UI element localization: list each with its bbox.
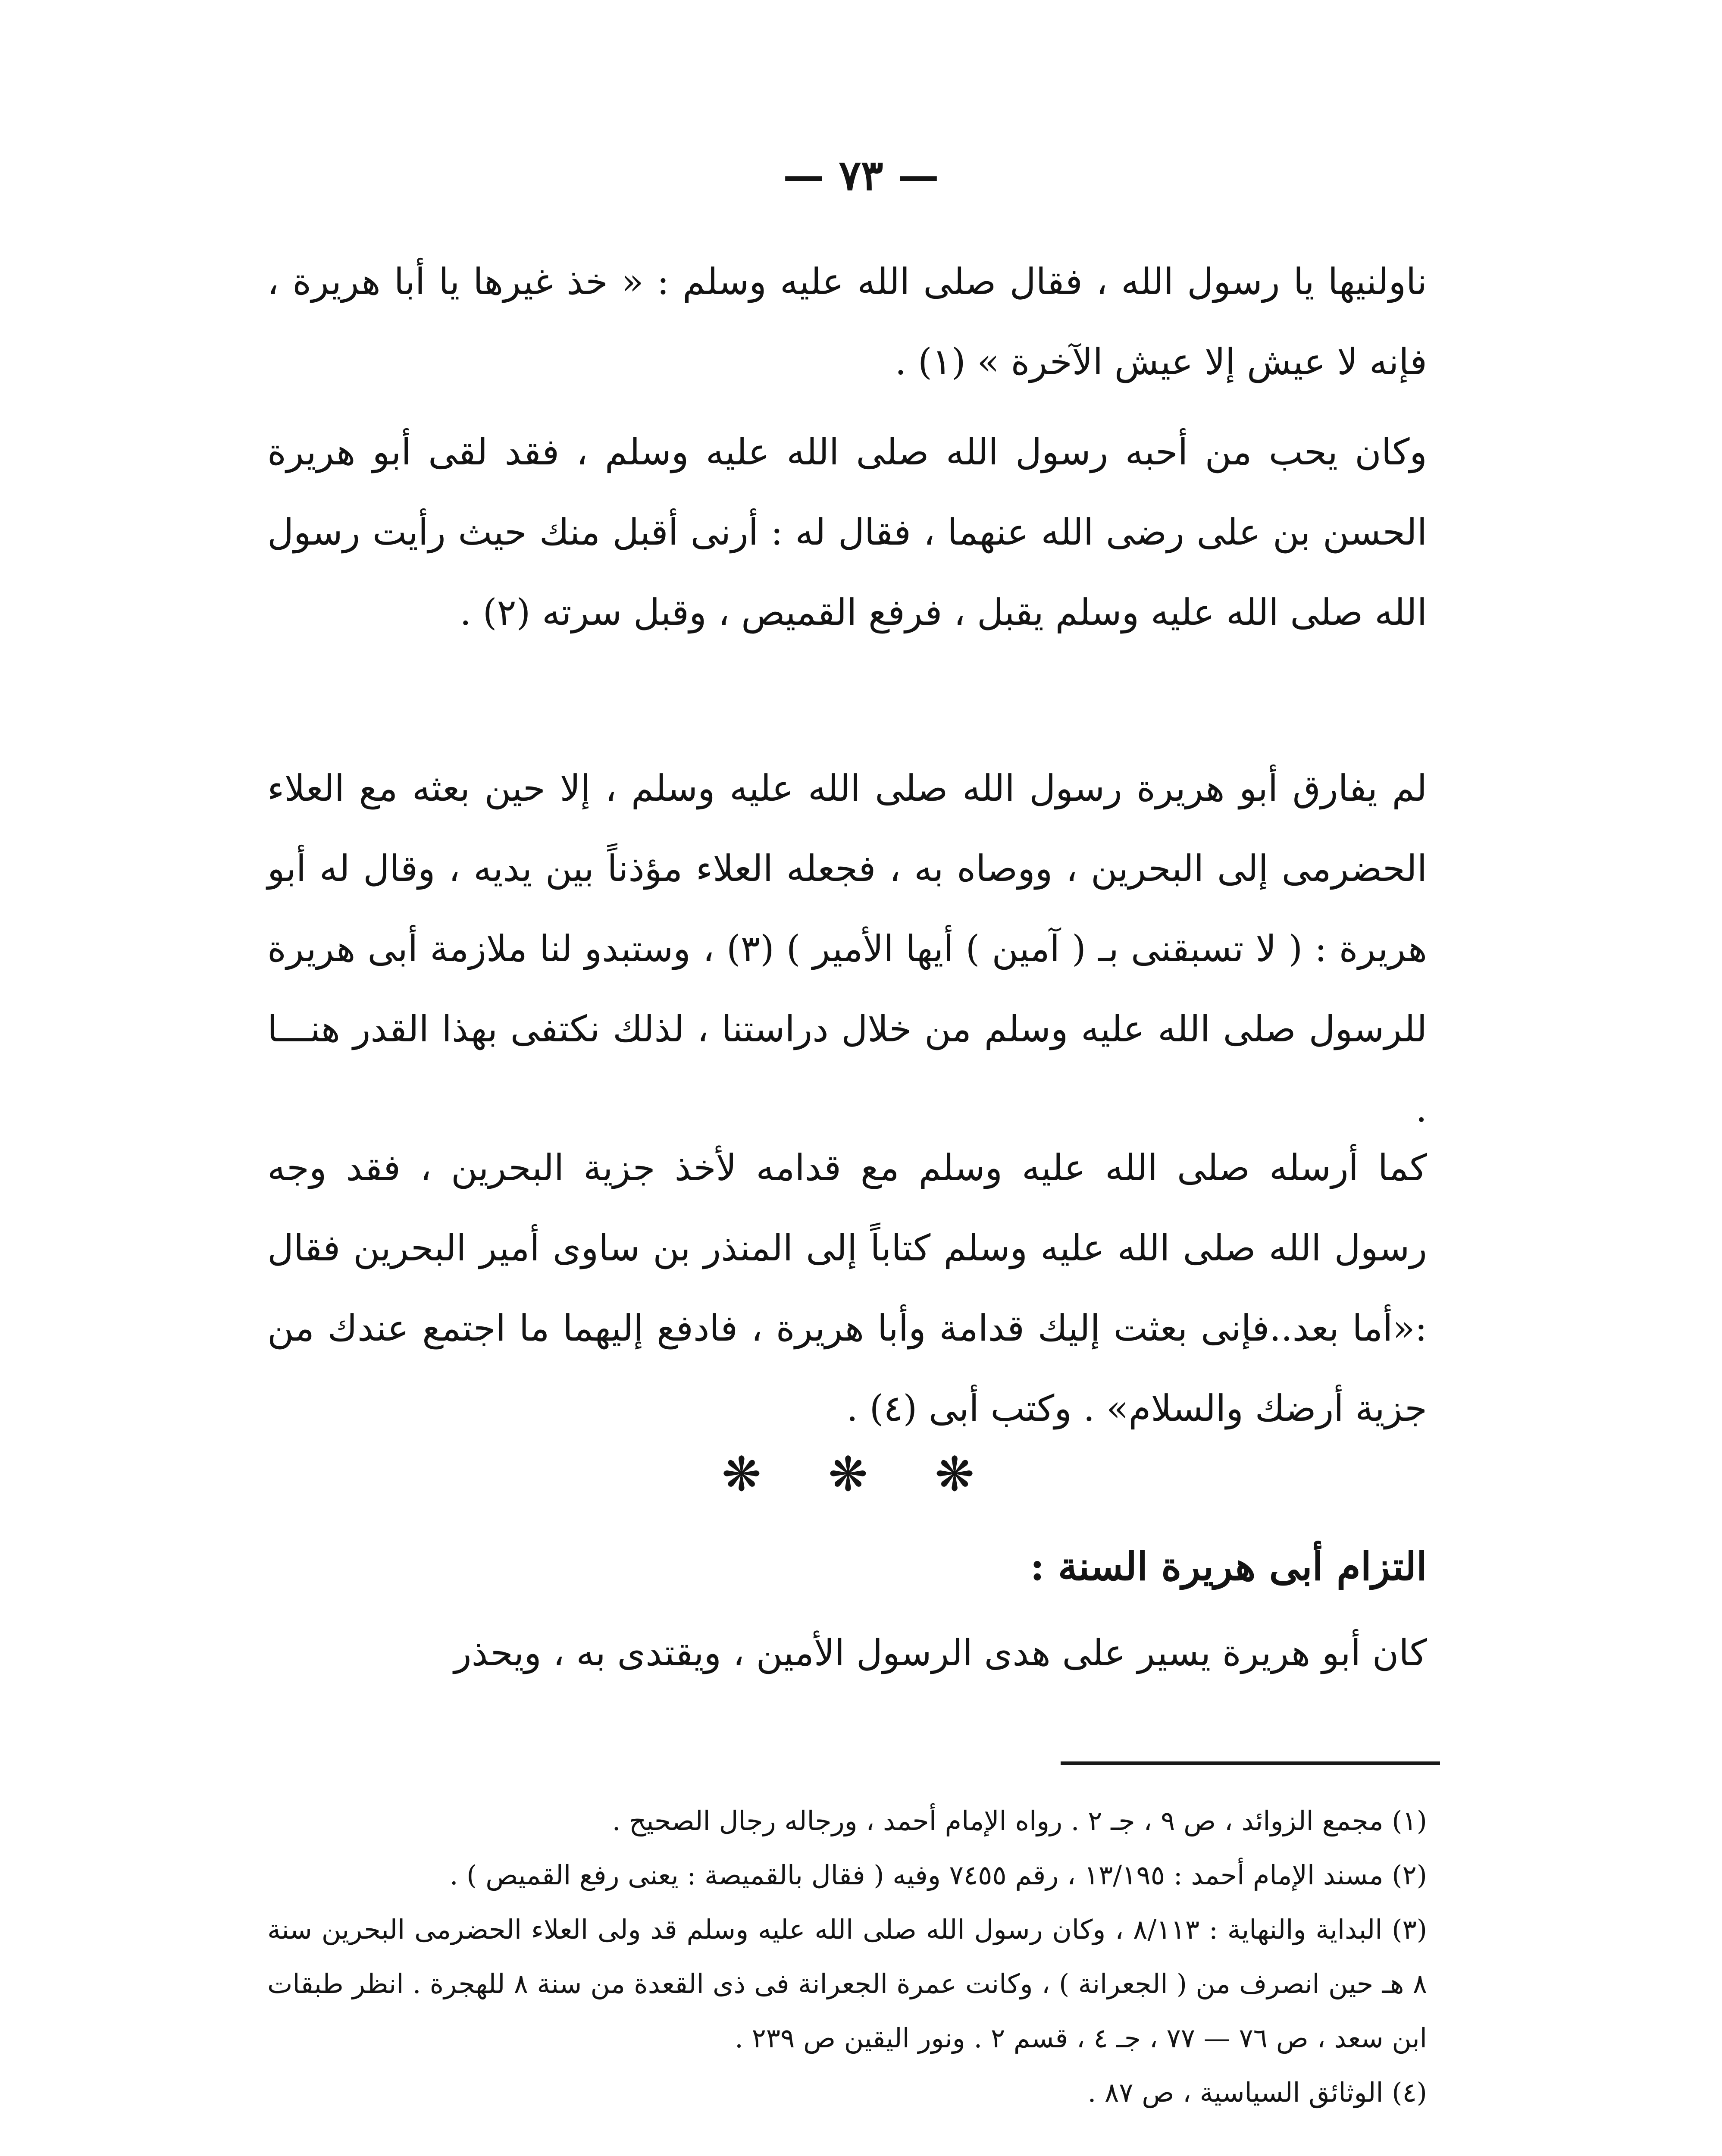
footnote-divider xyxy=(1061,1761,1440,1765)
paragraph-text: كما أرسله صلى الله عليه وسلم مع قدامه لأخذ جزية البحرين ، فقد وجه رسول الله صلى الله عليه وسلم كتاباً إلى المنذر بن ساوى أمير البحرين فقال :«أما بعد..فإنى بعثت إليك قدامة وأبا هريرة ، فادفع إليهما ما اجتمع عندك من جزية أرضك والسلام» . وكتب أبى (٤) . xyxy=(267,1147,1427,1429)
footnote: (٤) الوثائق السياسية ، ص ٨٧ . xyxy=(1087,2077,1427,2108)
body-paragraph xyxy=(267,1128,1427,1448)
body-paragraph xyxy=(267,412,1427,652)
page-number: — ٧٣ — xyxy=(783,151,939,200)
paragraph-text: وكان يحب من أحبه رسول الله صلى الله عليه وسلم ، فقد لقى أبو هريرة الحسن بن على رضى الله عنهما ، فقال له : أرنى أقبل منك حيث رأيت رسول الله صلى الله عليه وسلم يقبل ، فرفع القميص ، وقبل سرته (٢) . xyxy=(267,431,1427,633)
body-paragraph xyxy=(267,1613,1427,1693)
footnote: (١) مجمع الزوائد ، ص ٩ ، جـ ٢ . رواه الإمام أحمد ، ورجاله رجال الصحيح . xyxy=(612,1805,1427,1836)
footnotes xyxy=(267,1794,1427,2120)
footnote: (٣) البداية والنهاية : ٨/١١٣ ، وكان رسول الله صلى الله عليه وسلم قد ولى العلاء الحضرمى البحرين سنة ٨ هـ حين انصرف من ( الجعرانة ) ، وكانت عمرة الجعرانة فى ذى القعدة من سنة ٨ للهجرة . انظر طبقات ابن سعد ، ص ٧٦ — ٧٧ ، جـ ٤ ، قسم ٢ . ونور اليقين ص ٢٣٩ . xyxy=(267,1914,1428,2054)
paragraph-text: لم يفارق أبو هريرة رسول الله صلى الله عليه وسلم ، إلا حين بعثه مع العلاء الحضرمى إلى البحرين ، ووصاه به ، فجعله العلاء مؤذناً بين يديه ، وقال له أبو هريرة : ( لا تسبقنى بـ ( آمين ) أيها الأمير ) (٣) ، وستبدو لنا ملازمة أبى هريرة للرسول صلى الله عليه وسلم من خلال دراستنا ، لذلك نكتفى بهذا القدر هنـــا . xyxy=(267,767,1428,1130)
body-paragraph xyxy=(267,241,1427,402)
section-ornament: ❋ ❋ ❋ xyxy=(721,1447,1001,1502)
paragraph-text: ناولنيها يا رسول الله ، فقال صلى الله عليه وسلم : « خذ غيرها يا أبا هريرة ، فإنه لا عيش إلا عيش الآخرة » (١) . xyxy=(267,260,1427,383)
paragraph-text: كان أبو هريرة يسير على هدى الرسول الأمين ، ويقتدى به ، ويحذر xyxy=(454,1632,1427,1674)
body-paragraph xyxy=(267,748,1427,1149)
footnote: (٢) مسند الإمام أحمد : ١٣/١٩٥ ، رقم ٧٤٥٥ وفيه ( فقال بالقميصة : يعنى رفع القميص ) . xyxy=(449,1859,1427,1891)
section-heading: التزام أبى هريرة السنة : xyxy=(1030,1544,1427,1589)
